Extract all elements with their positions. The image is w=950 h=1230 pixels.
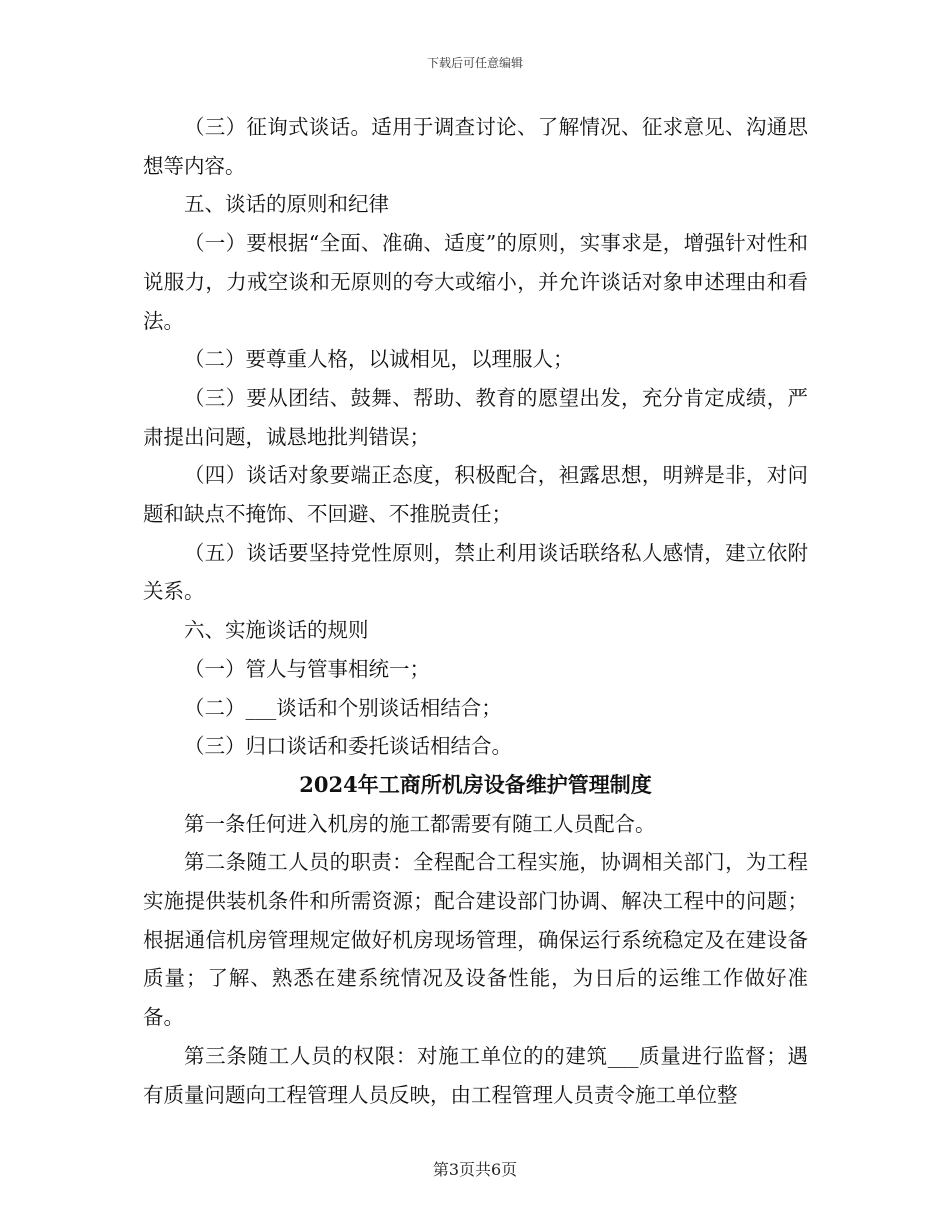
paragraph: （一）要根据“全面、准确、适度”的原则，实事求是，增强针对性和说服力，力戒空谈和无原则的夸大或缩小，并允许谈话对象申述理由和看法。 bbox=[143, 231, 808, 333]
paragraph: （二）要尊重人格，以诚相见，以理服人； bbox=[184, 347, 574, 372]
paragraph: （四）谈话对象要端正态度，积极配合，袒露思想，明辨是非，对问题和缺点不掩饰、不回避、不推脱责任； bbox=[143, 463, 808, 527]
article-paragraph: 第一条任何进入机房的施工都需要有随工人员配合。 bbox=[184, 811, 656, 836]
paragraph: （一）管人与管事相统一； bbox=[184, 656, 430, 681]
document-title: 2024年工商所机房设备维护管理制度 bbox=[299, 771, 652, 797]
paragraph: （三）征询式谈话。适用于调查讨论、了解情况、征求意见、沟通思想等内容。 bbox=[143, 115, 808, 178]
section-heading: 六、实施谈话的规则 bbox=[184, 618, 369, 643]
paragraph: （二）___谈话和个别谈话相结合； bbox=[184, 695, 502, 720]
article-paragraph: 第三条随工人员的权限：对施工单位的的建筑___质量进行监督；遇有质量问题向工程管理人员反映，由工程管理人员责令施工单位整 bbox=[143, 1043, 808, 1107]
page-footer: 第3页共6页 bbox=[432, 1160, 518, 1179]
article-paragraph: 第二条随工人员的职责：全程配合工程实施，协调相关部门，为工程实施提供装机条件和所需资源；配合建设部门协调、解决工程中的问题；根据通信机房管理规定做好机房现场管理，确保运行系统稳定及在建设备质量；了解、熟悉在建系统情况及设备性能，为日后的运维工作做好准备。 bbox=[143, 850, 808, 1030]
paragraph: （五）谈话要坚持党性原则，禁止利用谈话联络私人感情，建立依附关系。 bbox=[143, 540, 808, 604]
page-header: 下载后可任意编辑 bbox=[426, 56, 523, 70]
paragraph: （三）归口谈话和委托谈话相结合。 bbox=[184, 734, 512, 759]
document-body bbox=[143, 108, 808, 1114]
paragraph: （三）要从团结、鼓舞、帮助、教育的愿望出发，充分肯定成绩，严肃提出问题，诚恳地批判错误； bbox=[143, 385, 808, 449]
section-heading: 五、谈话的原则和纪律 bbox=[184, 192, 389, 217]
